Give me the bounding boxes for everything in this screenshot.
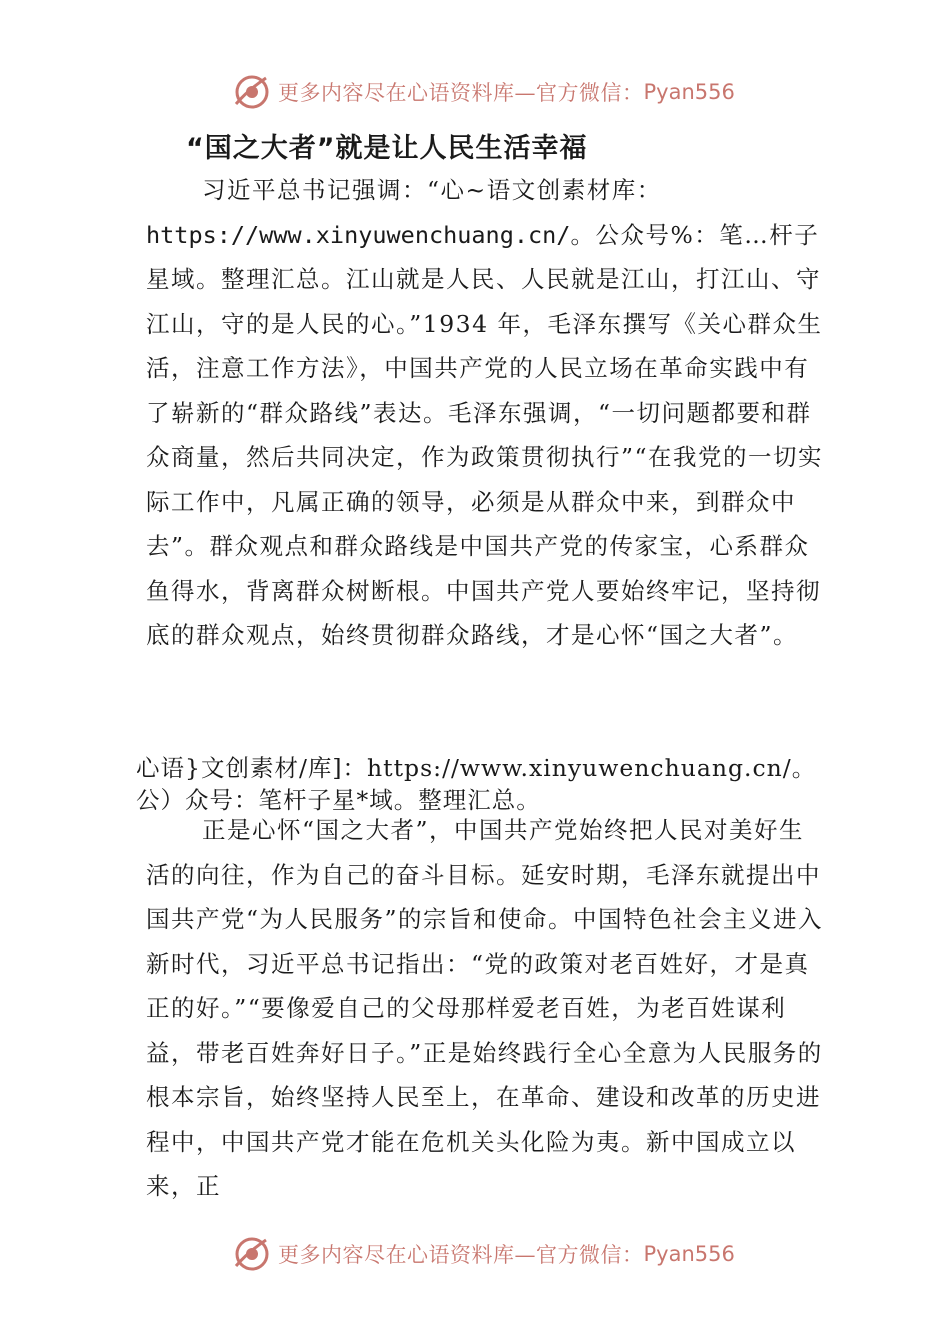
paragraph-1-lead: 习近平总书记强调：“心~语文创素材库： xyxy=(202,176,662,204)
logo-icon xyxy=(232,72,272,112)
paragraph-2: 正是心怀“国之大者”，中国共产党始终把人民对美好生活的向往，作为自己的奋斗目标。延安时期，毛泽东就提出中国共产党“为人民服务”的宗旨和使命。中国特色社会主义进入新时代，习近平总书记指出：“党的政策对老百姓好，才是真正的好。”“要像爱自己的父母那样爱老百姓，为老百姓谋利益，带老百姓奔好日子。”正是始终践行全心全意为人民服务的根本宗旨，始终坚持人民至上，在革命、建设和改革的历史进程中，中国共产党才能在危机关头化险为夷。新中国成立以来，正 xyxy=(146,816,824,1200)
footer-banner-wechat: Pyan556 xyxy=(643,1242,735,1266)
header-banner-wechat: Pyan556 xyxy=(643,80,735,104)
header-banner xyxy=(232,72,735,112)
paragraph-1-url: https://www.xinyuwenchuang.cn/ xyxy=(146,220,571,249)
paragraph-1-body: 。公众号%：笔…杆子星域。整理汇总。江山就是人民、人民就是江山，打江山、守江山，守的是人民的心。”1934 年，毛泽东撰写《关心群众生活，注意工作方法》，中国共产党的人民立场在革命实践中有了崭新的“群众路线”表达。毛泽东强调，“一切问题都要和群众商量，然后共同决定，作为政策贯彻执行”“在我党的一切实际工作中，凡属正确的领导，必须是从群众中来，到群众中去”。群众观点和群众路线是中国共产党的传家宝，心系群众鱼得水，背离群众树断根。中国共产党人要始终牢记，坚持彻底的群众观点，始终贯彻群众路线，才是心怀“国之大者”。 xyxy=(146,220,824,649)
page-title: “国之大者”就是让人民生活幸福 xyxy=(186,133,588,164)
footer-banner-text: 更多内容尽在心语资料库—官方微信： xyxy=(278,1243,644,1267)
paragraph-1 xyxy=(146,168,826,658)
source-note-line-2: 公）众号：笔杆子星*域。整理汇总。 xyxy=(136,786,541,814)
source-note xyxy=(136,752,836,816)
source-note-line-1: 心语}文创素材/库]：https://www.xinyuwenchuang.cn/。 xyxy=(136,754,817,782)
footer-banner xyxy=(232,1234,735,1274)
header-banner-text: 更多内容尽在心语资料库—官方微信： xyxy=(278,81,644,105)
logo-icon xyxy=(232,1234,272,1274)
